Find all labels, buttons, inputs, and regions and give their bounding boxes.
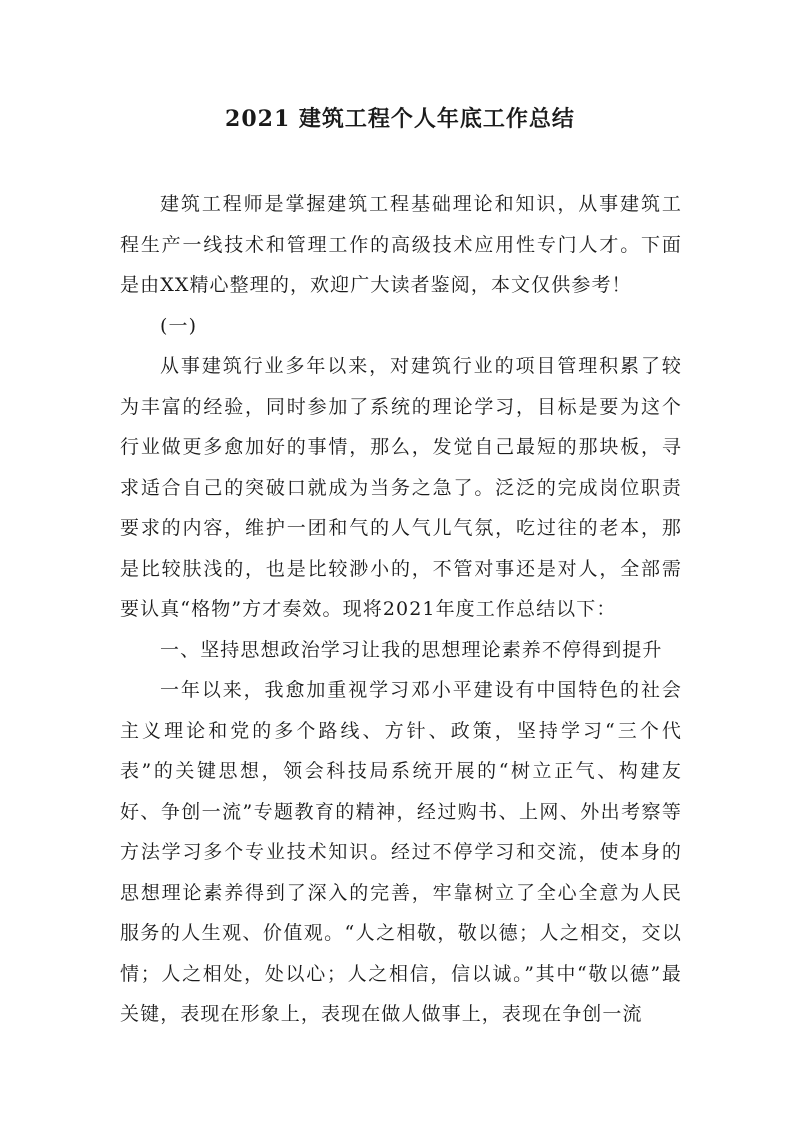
document-body bbox=[120, 184, 682, 1035]
body-paragraph: 一年以来，我愈加重视学习邓小平建设有中国特色的社会主义理论和党的多个路线、方针、政策，坚持学习“三个代表”的关键思想，领会科技局系统开展的“树立正气、构建友好、争创一流”专题教育的精神，经过购书、上网、外出考察等方法学习多个专业技术知识。经过不停学习和交流，使本身的思想理论素养得到了深入的完善，牢靠树立了全心全意为人民服务的人生观、价值观。“人之相敬，敬以德；人之相交，交以情；人之相处，处以心；人之相信，信以诚。”其中“敬以德”最关键，表现在形象上，表现在做人做事上，表现在争创一流 bbox=[120, 679, 682, 1025]
body-paragraph: 从事建筑行业多年以来，对建筑行业的项目管理积累了较为丰富的经验，同时参加了系统的理论学习，目标是要为这个行业做更多愈加好的事情，那么，发觉自己最短的那块板，寻求适合自己的突破口就成为当务之急了。泛泛的完成岗位职责要求的内容，维护一团和气的人气儿气氛，吃过往的老本，那是比较肤浅的，也是比较渺小的，不管对事还是对人，全部需要认真“格物”方才奏效。现将2021年度工作总结以下： bbox=[120, 355, 682, 620]
intro-paragraph: 建筑工程师是掌握建筑工程基础理论和知识，从事建筑工程生产一线技术和管理工作的高级技术应用性专门人才。下面是由XX精心整理的，欢迎广大读者鉴阅，本文仅供参考！ bbox=[120, 193, 682, 296]
section-heading: 一、坚持思想政治学习让我的思想理论素养不停得到提升 bbox=[160, 638, 663, 661]
section-marker: (一) bbox=[160, 314, 198, 337]
document-title: 2021 建筑工程个人年底工作总结 bbox=[225, 106, 575, 132]
